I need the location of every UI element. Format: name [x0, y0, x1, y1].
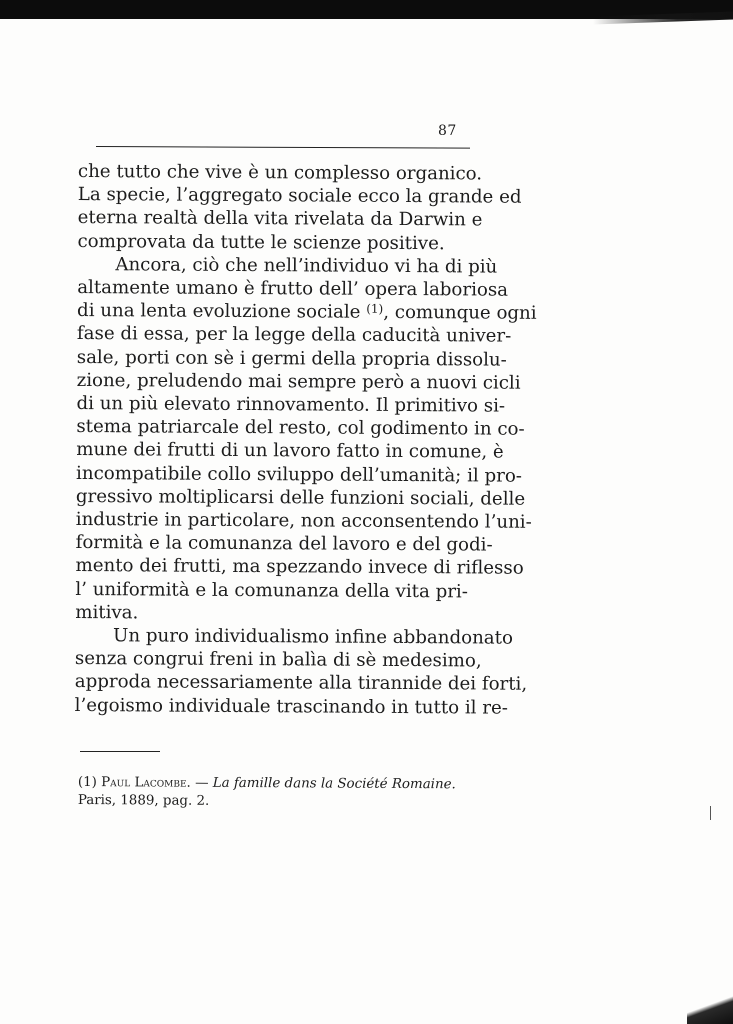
header-rule [96, 146, 470, 149]
page-number: 87 [438, 123, 457, 139]
text-line: comprovata da tutte le scienze positive. [77, 230, 445, 254]
footnote-line: Paris, 1889, pag. 2. [77, 792, 210, 809]
text-fragment: , comunque ogni [383, 302, 537, 325]
text-fragment: di una lenta evoluzione sociale [77, 300, 361, 323]
text-line: di un più elevato rinnovamento. Il primitivo si- [76, 393, 506, 417]
text-line: Un puro individualismo infine abbandonato [113, 625, 513, 649]
footnote-reference[interactable]: (1) [366, 301, 384, 317]
text-line: senza congrui freni in balìa di sè medesimo, [74, 648, 482, 672]
footnote-dash: — [195, 775, 209, 791]
text-line: l’egoismo individuale trascinando in tutto il re- [74, 694, 508, 719]
text-line: mitiva. [75, 601, 139, 624]
paragraph-1 [77, 160, 522, 255]
text-line-with-footnote-ref [77, 299, 537, 325]
body-text [74, 160, 537, 719]
footnote-marker: (1) [77, 775, 97, 791]
text-line: l’ uniformità e la comunanza della vita pri- [75, 578, 468, 603]
text-line: stema patriarcale del resto, col godimento in co- [76, 416, 525, 440]
text-line: fase di essa, per la legge della caducità univer- [76, 323, 512, 348]
text-line: mune dei frutti di un lavoro fatto in comune, è [76, 439, 504, 464]
scan-speck [710, 806, 711, 820]
text-line: altamente umano è frutto dell’ opera laboriosa [77, 277, 509, 301]
footnote-rule [80, 751, 160, 752]
text-line: Ancora, ciò che nell’individuo vi ha di più [115, 254, 498, 278]
footnote [78, 774, 470, 812]
text-line: che tutto che vive è un complesso organico. [77, 160, 483, 185]
paragraph-3 [74, 624, 528, 719]
text-line: formità e la comunanza del lavoro e del godi- [75, 532, 493, 556]
text-line: sale, porti con sè i germi della propria dissolu- [76, 346, 507, 371]
text-line: mento dei frutti, ma spezzando invece di riflesso [75, 555, 524, 580]
footnote-title: La famille dans la Société Romaine. [212, 775, 456, 793]
text-line: industrie in particolare, non acconsentendo l’uni- [75, 509, 532, 533]
text-line: eterna realtà della vita rivelata da Darwin e [77, 207, 483, 231]
scan-corner-shadow [687, 990, 733, 1024]
footnote-line [78, 774, 470, 794]
text-line: incompatibile collo sviluppo dell’umanità; il pro- [76, 462, 523, 487]
text-line: zione, preludendo mai sempre però a nuovi cicli [76, 369, 521, 394]
text-line: gressivo moltiplicarsi delle funzioni sociali, delle [75, 485, 526, 510]
footnote-author: Paul Lacombe. [101, 775, 191, 791]
paragraph-2 [75, 253, 537, 627]
text-line: La specie, l’aggregato sociale ecco la grande ed [77, 184, 522, 208]
text-line: approda necessariamente alla tirannide dei forti, [74, 671, 528, 696]
